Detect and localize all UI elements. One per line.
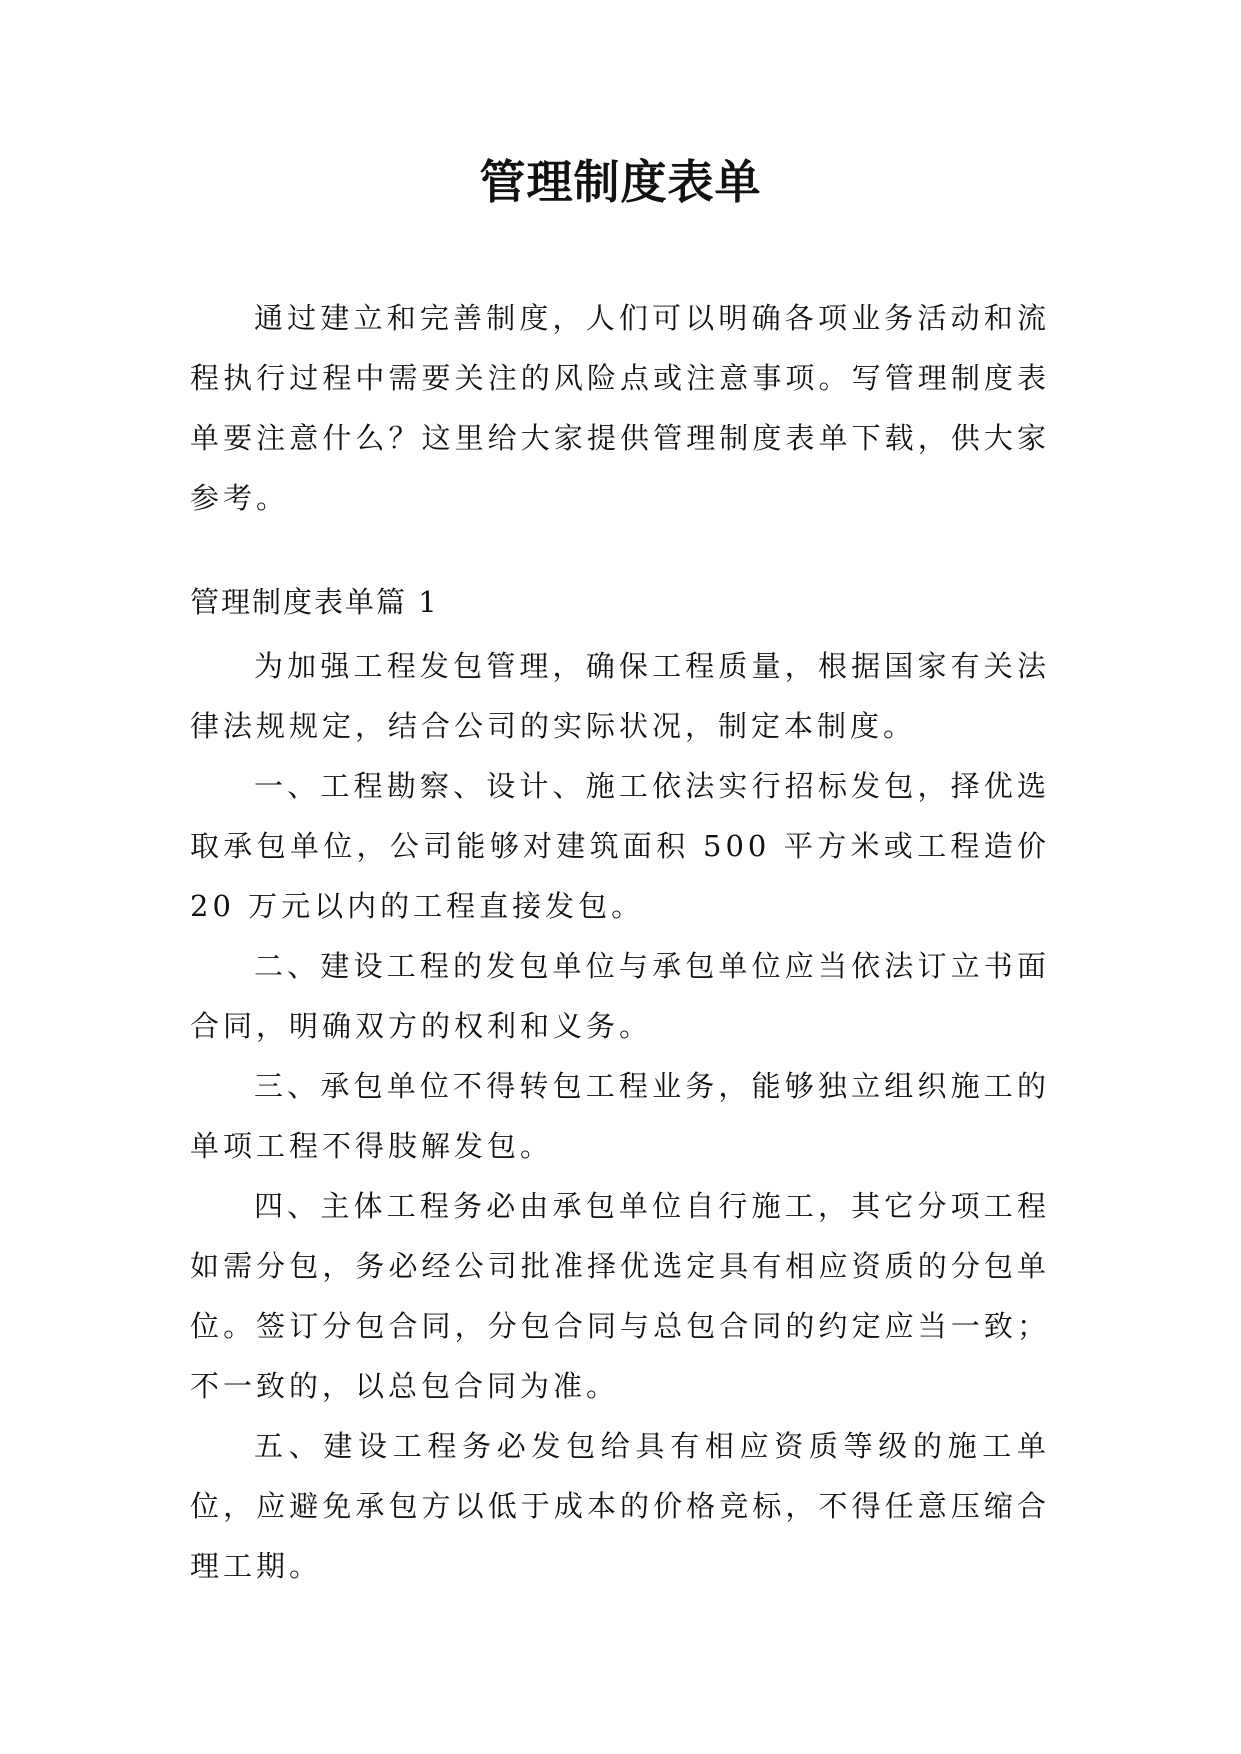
article-list [190,636,1050,1596]
document-title: 管理制度表单 [479,155,762,209]
preamble-paragraph: 为加强工程发包管理，确保工程质量，根据国家有关法律法规规定，结合公司的实际状况，制定本制度。 [190,649,1050,743]
article-5-paragraph: 五、建设工程务必发包给具有相应资质等级的施工单位，应避免承包方以低于成本的价格竞标，不得任意压缩合理工期。 [190,1429,1050,1583]
article-1-paragraph: 一、工程勘察、设计、施工依法实行招标发包，择优选取承包单位，公司能够对建筑面积 500 平方米或工程造价 20 万元以内的工程直接发包。 [190,769,1050,923]
article-4-paragraph: 四、主体工程务必由承包单位自行施工，其它分项工程如需分包，务必经公司批准择优选定具有相应资质的分包单位。签订分包合同，分包合同与总包合同的约定应当一致；不一致的，以总包合同为准。 [190,1189,1050,1403]
intro-paragraph: 通过建立和完善制度，人们可以明确各项业务活动和流程执行过程中需要关注的风险点或注意事项。写管理制度表单要注意什么？这里给大家提供管理制度表单下载，供大家参考。 [190,301,1050,515]
section-heading: 管理制度表单篇 1 [190,585,439,619]
article-3-paragraph: 三、承包单位不得转包工程业务，能够独立组织施工的单项工程不得肢解发包。 [190,1069,1050,1163]
article-2-paragraph: 二、建设工程的发包单位与承包单位应当依法订立书面合同，明确双方的权利和义务。 [190,949,1050,1043]
